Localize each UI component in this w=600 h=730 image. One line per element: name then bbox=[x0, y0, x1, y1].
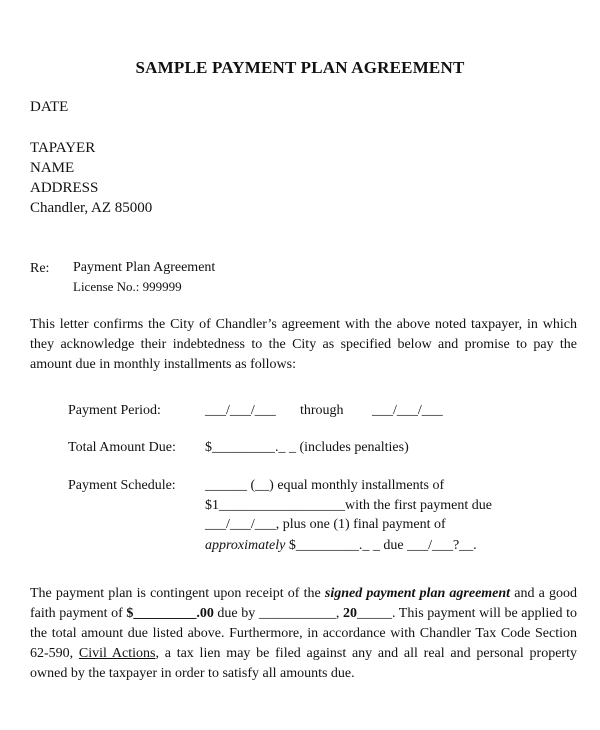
intro-line-1: This letter confirms the City of Chandler’s agreement with the above noted taxpayer, in which bbox=[30, 317, 577, 332]
name-line: NAME bbox=[30, 160, 75, 176]
taxpayer-line: TAPAYER bbox=[30, 140, 96, 156]
civil-actions-reference: Civil Actions bbox=[78, 646, 156, 661]
city-line: Chandler, AZ 85000 bbox=[30, 200, 153, 216]
closing-line-2 bbox=[30, 604, 577, 624]
payment-schedule-label: Payment Schedule: bbox=[68, 478, 176, 493]
closing-paragraph bbox=[30, 584, 577, 684]
intro-line-2: they acknowledge their indebtedness to the City as specified below and promise to pay the bbox=[30, 337, 577, 352]
document-title: SAMPLE PAYMENT PLAN AGREEMENT bbox=[135, 58, 465, 77]
schedule-line-2: $1__________________with the first payment due bbox=[205, 498, 492, 513]
re-subject: Payment Plan Agreement bbox=[73, 260, 216, 275]
closing-line-1 bbox=[30, 584, 577, 604]
intro-line-3: amount due in monthly installments as follows: bbox=[30, 357, 296, 372]
date-line: DATE bbox=[30, 99, 69, 115]
closing-text: due by ___________, bbox=[213, 606, 343, 621]
address-line: ADDRESS bbox=[30, 180, 99, 196]
schedule-line-3: ___/___/___, plus one (1) final payment of bbox=[205, 517, 446, 532]
faith-payment-amount: $_________.00 bbox=[126, 606, 214, 621]
closing-text: and a good bbox=[510, 586, 577, 601]
closing-line-4 bbox=[30, 644, 577, 664]
closing-line-3: the total amount due listed above. Furthermore, in accordance with Chandler Tax Code Section bbox=[30, 626, 577, 641]
closing-text: 62-590, bbox=[30, 646, 79, 661]
intro-paragraph bbox=[30, 315, 577, 375]
closing-text: _____. This payment will be applied to bbox=[356, 606, 577, 621]
final-payment-blank: $_________._ _ due ___/___?__. bbox=[285, 538, 477, 553]
year-prefix: 20 bbox=[342, 606, 357, 621]
closing-text: , a tax lien may be filed against any and all real and personal property bbox=[155, 646, 577, 661]
payment-period-label: Payment Period: bbox=[68, 403, 161, 418]
period-end-blank: ___/___/___ bbox=[372, 403, 443, 418]
closing-line-5: owned by the taxpayer in order to satisfy all amounts due. bbox=[30, 666, 355, 681]
re-label: Re: bbox=[30, 261, 50, 276]
through-word: through bbox=[300, 403, 344, 418]
total-amount-label: Total Amount Due: bbox=[68, 440, 176, 455]
closing-text: The payment plan is contingent upon receipt of the bbox=[30, 586, 325, 601]
schedule-line-1: ______ (__) equal monthly installments of bbox=[205, 478, 445, 493]
signed-agreement-emphasis: signed payment plan agreement bbox=[324, 586, 511, 601]
schedule-line-4 bbox=[205, 538, 477, 554]
closing-text: faith payment of bbox=[30, 606, 127, 621]
period-start-blank: ___/___/___ bbox=[205, 403, 276, 418]
license-number: License No.: 999999 bbox=[73, 279, 182, 294]
total-amount-blank: $_________._ _ (includes penalties) bbox=[205, 440, 409, 455]
approximately-word: approximately bbox=[205, 538, 286, 553]
